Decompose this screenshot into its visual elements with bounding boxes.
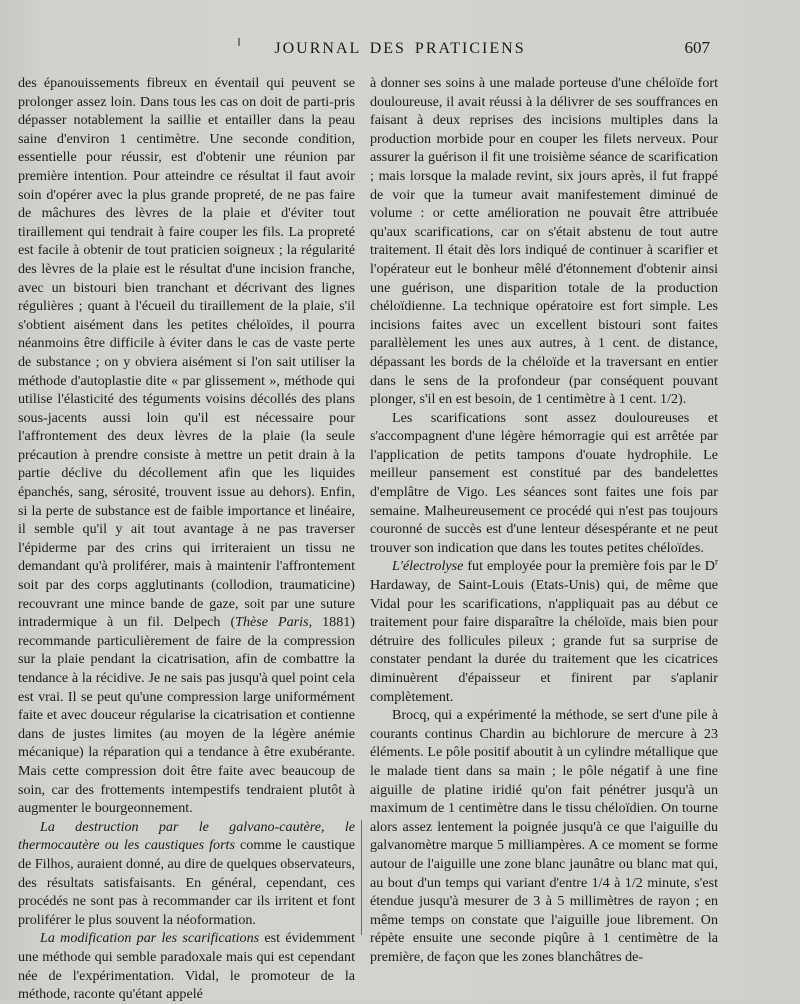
paragraph-text: Brocq, qui a expérimenté la méthode, se sert d'une pile à courants continus Chardin au bichlorure de mercure à 23 éléments. Le pôle positif aboutit à un cylindre métallique que le malade tient dans sa main ; le pôle négatif à une fine aiguille de platine iridié qu'on fait pénétrer jusqu'à un maximum de 1 centimètre dans le tissu chéloïdien. On tourne alors assez lentement la poignée jusqu'à ce que l'aiguille du galvanomètre marque 5 milliampères. A ce moment se forme autour de l'aiguille une zone blanc jaunâtre ou blanc mat qui, au bout d'un temps qui variant d'entre 1/4 à 1/2 minute, s'est étendue jusqu'à mesurer de 3 à 5 millimètres de rayon ; en même temps on constate que l'aiguille joue librement. On répète ensuite une seconde piqûre à 1 centimètre de la première, de façon que les zones blanchâtres de-: [370, 707, 718, 965]
paragraph-scarification-pain: [370, 409, 718, 558]
paragraph-electrolysis: [370, 557, 718, 706]
citation-italic: Thèse Paris: [235, 614, 309, 631]
paragraph-scarifications-intro: [18, 929, 355, 1003]
paragraph-destruction: [18, 818, 355, 930]
superscript: r: [715, 556, 718, 567]
paragraph-vidal: [370, 74, 718, 409]
left-column: [18, 74, 355, 1004]
paragraph-compression: [18, 74, 355, 818]
paragraph-text: Hardaway, de Saint-Louis (Etats-Unis) qui, de même que Vidal pour les scarifications, n'appliquait pas au début ce traitement pour faire disparaître la chéloïde, mais bien pour détruire des follicules pileux ; grande fut sa surprise de constater pendant la durée du traitement que les cicatrices diminuèrent d'épaisseur et finirent par s'aplanir complètement.: [370, 577, 718, 705]
paragraph-text: , 1881) recommande particulièrement de faire de la compression sur la plaie pendant la cicatrisation, afin de combattre la tendance à la récidive. Je ne sais pas jusqu'à quel point cela est vrai. Il se peut qu'une compression large uniformément faite et avec douceur régularise la cicatrisation et contienne dans de justes limites (au moyen de la légère anémie mécanique) la réparation qui a tendance à être exubérante. Mais cette compression doit être faite avec beaucoup de soin, car des frottements intempestifs tendraient plutôt à augmenter le bourgeonnement.: [18, 614, 355, 817]
section-lead-italic: La destruction par le galvano-cautère, le thermocautère ou les caustiques forts: [18, 818, 355, 854]
right-column: [370, 74, 718, 967]
section-lead-italic: L'électrolyse: [392, 558, 464, 575]
section-lead-italic: La modification par les scarifications: [40, 930, 260, 947]
paragraph-text: Les scarifications sont assez douloureuses et s'accompagnent d'une légère hémorragie qui est arrêtée par l'application de petits tampons d'ouate hydrophile. Le meilleur pansement est constitué par des bandelettes d'emplâtre de Vigo. Les séances sont faites une fois par semaine. Malheureusement ce procédé qui n'est pas toujours couronné de succès est d'une lenteur désespérante et ne peut trouver son indication que dans les toutes petites chéloïdes.: [370, 409, 718, 556]
paragraph-brocq: [370, 706, 718, 966]
paragraph-text: à donner ses soins à une malade porteuse d'une chéloïde fort douloureuse, il avait réussi à la délivrer de ses souffrances en faisant à deux reprises des incisions multiples dans la production morbide pour en couper les filets nerveux. Pour assurer la guérison il fit une troisième séance de scarification ; mais lorsque la malade revint, six jours après, il fut frappé de voir que la tumeur avait manifestement diminué de volume : or cette amélioration ne pouvait être attribuée qu'aux scarifications, car on s'était abstenu de tout autre traitement. Il était dès lors indiqué de continuer à scarifier et l'opérateur eut le bonheur mêlé d'étonnement d'obtenir ainsi une guérison, une disparition totale de la production chéloïdienne. La technique opératoire est fort simple. Les incisions faites avec un excellent bistouri sont faites parallèlement les unes aux autres, à 1 cent. de distance, dépassant les bords de la chéloïde et la traversant en entier dans le sens de la profondeur (par conséquent pouvant plonger, s'il en est besoin, de 1 centimètre à 1 cent. 1/2).: [370, 75, 718, 408]
column-divider: [361, 820, 362, 935]
paragraph-text: est évidemment une méthode qui semble paradoxale mais qui est cependant née de l'expérimentation. Vidal, le promoteur de la méthode, raconte qu'étant appelé: [18, 930, 355, 1003]
page-number: 607: [684, 38, 710, 57]
page-header: [0, 34, 800, 64]
running-title: JOURNAL DES PRATICIENS: [274, 40, 526, 57]
paragraph-text: des épanouissements fibreux en éventail qui peuvent se prolonger assez loin. Dans tous les cas on doit de parti-pris dépasser notablement la saillie et entailler dans la peau saine d'environ 1 centimètre. Une seconde condition, essentielle pour réussir, est d'obtenir une réunion par première intention. Pour atteindre ce résultat il faut avoir soin d'opérer avec la plus grande propreté, de ne pas faire de mâchures des lèvres de la plaie et d'éviter tout tiraillement qui tendrait à faire couper les fils. La propreté est facile à obtenir de tout praticien soigneux ; la régularité des lèvres de la plaie est le résultat d'une incision franche, avec un bistouri bien tranchant et décrivant des lignes régulières ; quant à l'écueil du tiraillement de la plaie, s'il s'obtient aisément dans les petites chéloïdes, il pourra néanmoins être difficile à éviter dans le cas de vaste perte de substance ; on y obviera aisément si l'on sait utiliser la méthode d'autoplastie dite « par glissement », méthode qui utilise l'élasticité des téguments voisins décollés des plans sous-jacents aussi loin qu'il est nécessaire pour l'affrontement des deux lèvres de la plaie (la seule précaution à prendre consiste à mettre un petit drain à la partie déclive du décollement afin que les liquides épanchés, sang, sérosité, trouvent issue au dehors). Enfin, si la perte de substance est de faible importance et linéaire, il semble qu'il y ait tout avantage à ne pas traverser l'épiderme par des crins qui irriteraient un tissu ne demandant qu'à proliférer, mais à maintenir l'affrontement soit par des corps agglutinants (collodion, traumaticine) recouvrant une mince bande de gaze, soit par une suture intradermique à un fil. Delpech (: [18, 75, 355, 631]
paragraph-text: comme le caustique de Filhos, auraient donné, au dire de quelques observateurs, des résultats satisfaisants. En général, cependant, ces procédés ne sont pas à recommander car ils irritent et font proliférer le plus souvent la néoformation.: [18, 837, 355, 928]
paragraph-text: fut employée pour la première fois par le D: [463, 558, 715, 575]
